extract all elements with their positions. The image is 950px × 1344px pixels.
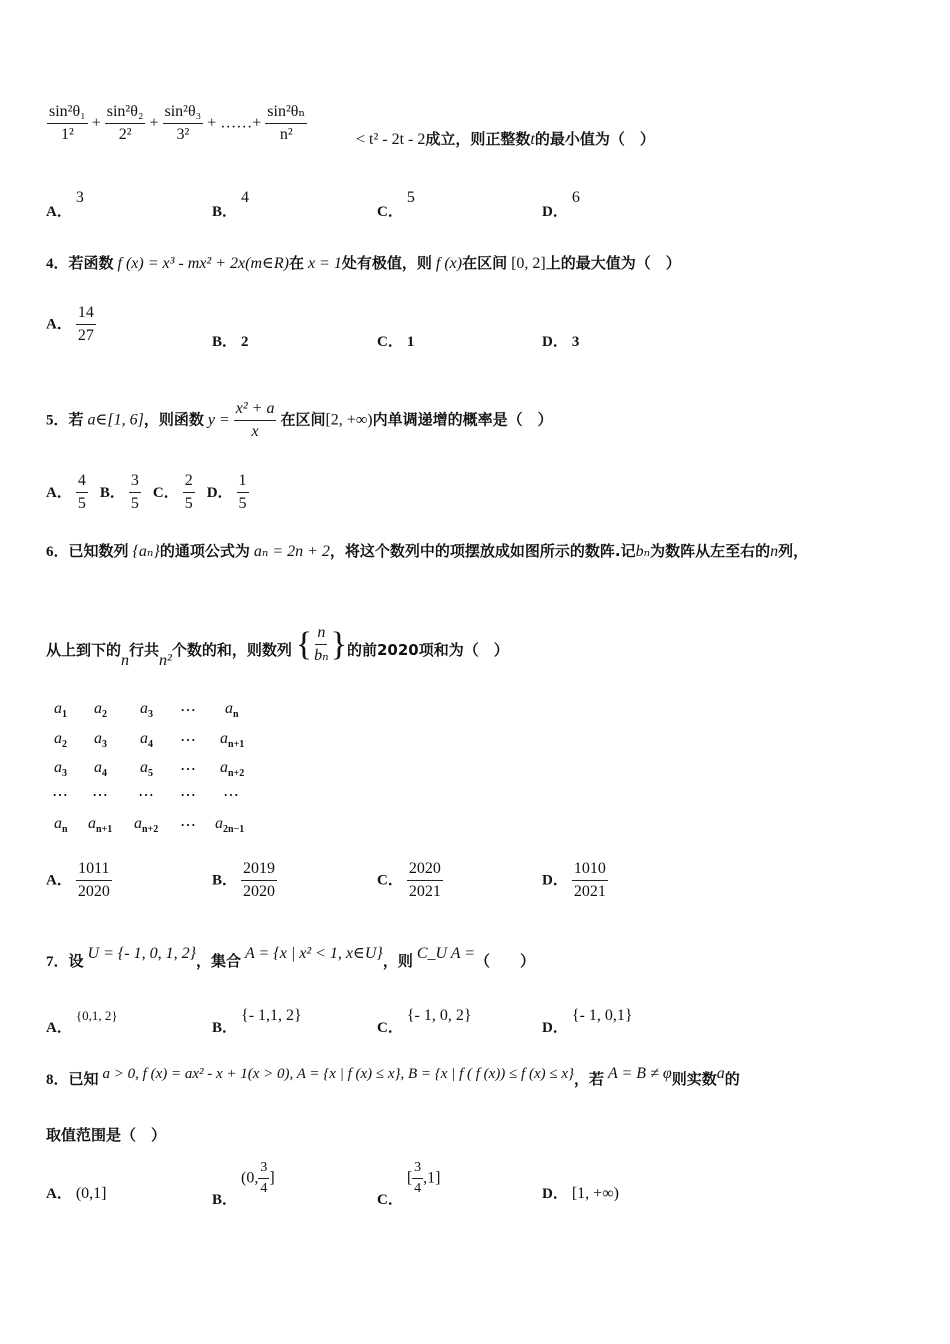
q6-ratio-sequence: { $\frac{n}{\text{bₙ}}$ } [295, 624, 347, 665]
q5-function-fraction: $\frac{\text{x² + a}}{x}$ [235, 400, 275, 441]
matrix-cell: $a_n$ [54, 815, 68, 836]
q5-option-d[interactable]: D． $\frac{1}{5}$ [206, 472, 247, 513]
matrix-cell: ⋯ [52, 787, 68, 804]
matrix-cell: ⋯ [180, 702, 196, 719]
matrix-cell: ⋯ [180, 787, 196, 804]
q8-option-a[interactable]: A． (0,1] [46, 1185, 107, 1202]
q4-fx: f (x) [435, 255, 463, 272]
matrix-cell: $a_{n+2}$ [134, 815, 159, 836]
q7-stem: 7．设 U = {- 1, 0, 1, 2}，集合 A = {x | x² < 1, x∈U}，则 C_U A =（ ） [46, 945, 536, 970]
q6-option-a[interactable]: A． $\frac{1011}{2020}$ [46, 860, 110, 901]
q6-number: 6． [46, 544, 69, 560]
q4-interval: [0, 2] [511, 255, 546, 272]
matrix-cell: $a_3$ [94, 730, 107, 751]
q3-plus-2: + [149, 114, 159, 132]
q6-sequence: {aₙ} [132, 543, 160, 560]
q3-text-after: 成立，则正整数 [425, 130, 531, 148]
matrix-cell: $a_3$ [54, 759, 67, 780]
q5-option-c[interactable]: C． $\frac{2}{5}$ [152, 472, 193, 513]
matrix-cell: ⋯ [223, 787, 239, 804]
matrix-cell: ⋯ [92, 787, 108, 804]
q7-set-a: A = {x | x² < 1, x∈U} [245, 945, 383, 962]
matrix-cell: $a_4$ [94, 759, 107, 780]
q6-option-d[interactable]: D． $\frac{1010}{2021}$ [542, 860, 606, 901]
q4-stem: 4．若函数 f (x) = x³ - mx² + 2x(m∈R)在 x = 1处有极值，则 f (x)在区间 [0, 2]上的最大值为（ ） [46, 254, 681, 272]
q6-stem-line1: 6．已知数列 {aₙ}的通项公式为 aₙ = 2n + 2，将这个数列中的项摆放成如图所示的数阵.记bₙ为数阵从左至右的n列， [46, 542, 809, 560]
q8-number: 8． [46, 1072, 69, 1088]
q6-left-brace: { [295, 625, 313, 663]
q8-option-c[interactable]: C． [ $\frac{3}{4}$ ,1] [377, 1160, 441, 1209]
q5-stem: 5．若 a∈[1, 6]，则函数 y = $\frac{\text{x² + a}}{x}$ 在区间[2, +∞)内单调递增的概率是（ ） [46, 400, 553, 441]
matrix-cell: $a_{n+2}$ [220, 759, 245, 780]
matrix-cell: $a_{n+1}$ [88, 815, 113, 836]
q8-condition: A = B ≠ φ [608, 1065, 672, 1082]
q7-option-c[interactable]: C． {- 1, 0, 2} [377, 1007, 472, 1036]
q7-universal-set: U = {- 1, 0, 1, 2} [87, 945, 197, 962]
q8-option-b[interactable]: B． (0, $\frac{3}{4}$ ] [212, 1160, 275, 1209]
q3-option-a[interactable]: A． 3 [46, 189, 84, 220]
q4-option-d[interactable]: D． 3 [542, 334, 580, 350]
q8-stem: 8．已知 a > 0, f (x) = ax² - x + 1(x > 0), A = {x | f (x) ≤ x}, B = {x | f ( f (x)) ≤ f (x) ≤ x}，若 A = B ≠ φ则实数a的 [46, 1065, 740, 1088]
q3-term-2: $\frac{\text{sin²θ₂}}{\text{2²}}$ [106, 103, 144, 144]
matrix-cell: $a_5$ [140, 759, 153, 780]
q7-option-a[interactable]: A． {0,1, 2} [46, 1008, 118, 1036]
q5-condition: a∈[1, 6] [87, 411, 144, 429]
q4-option-a[interactable]: A． $\frac{14}{27}$ [46, 304, 94, 345]
q3-option-c[interactable]: C． 5 [377, 189, 415, 220]
q3-text-end: 的最小值为（ ） [534, 130, 655, 148]
q5-options [46, 472, 249, 514]
q4-number: 4． [46, 256, 69, 272]
matrix-cell: ⋯ [180, 817, 196, 834]
q6-right-brace: } [330, 625, 347, 663]
q8-expression: a > 0, f (x) = ax² - x + 1(x > 0), A = {x | f (x) ≤ x}, B = {x | f ( f (x)) ≤ f (x) ≤ x} [102, 1066, 574, 1082]
q5-interval: [2, +∞) [325, 411, 373, 429]
q7-complement: C_U A = [416, 945, 476, 962]
q4-option-b[interactable]: B． 2 [212, 334, 249, 350]
q4-function: f (x) = x³ - mx² + 2x(m∈R) [117, 255, 289, 272]
matrix-cell: $a_2$ [54, 730, 67, 751]
q3-option-d[interactable]: D． 6 [542, 189, 580, 220]
q8-stem-line2: 取值范围是（ ） [46, 1126, 167, 1144]
q8-option-d[interactable]: D． [1, +∞) [542, 1185, 619, 1202]
q5-option-a[interactable]: A． $\frac{4}{5}$ [46, 472, 86, 513]
matrix-cell: $a_n$ [225, 700, 239, 721]
matrix-cell: ⋯ [180, 732, 196, 749]
q3-inequality: < t² - 2t - 2 [356, 131, 426, 148]
q3-dots: + ……+ [207, 114, 262, 132]
q3-term-n: $\frac{\text{sin²θₙ}}{\text{n²}}$ [267, 103, 306, 144]
matrix-cell: $a_3$ [140, 700, 153, 721]
matrix-cell: $a_1$ [54, 700, 67, 721]
q3-term-1: $\frac{\text{sin²θ₁}}{\text{1²}}$ [49, 103, 86, 144]
q3-option-b[interactable]: B． 4 [212, 189, 250, 220]
matrix-cell: ⋯ [138, 787, 154, 804]
q4-condition: x = 1 [307, 255, 342, 272]
q3-var-t: t [530, 131, 535, 148]
q7-option-b[interactable]: B． {- 1,1, 2} [212, 1007, 302, 1036]
q6-option-b[interactable]: B． $\frac{2019}{2020}$ [212, 860, 276, 901]
q3-sum-expression: $\frac{\text{sin²θ₁}}{\text{1²}}$ + $\frac{\text{sin²θ₂}}{\text{2²}}$ + $\frac{\text{sin²θ₃}}{\text{3²}}$ + ……+ $\frac{\text{sin²θₙ}}{\text{n²}}$ [49, 103, 306, 144]
q5-option-b[interactable]: B． $\frac{3}{5}$ [99, 472, 139, 513]
matrix-cell: $a_4$ [140, 730, 153, 751]
q7-option-d[interactable]: D． {- 1, 0,1} [542, 1007, 633, 1036]
q4-option-c[interactable]: C． 1 [377, 334, 415, 350]
q7-number: 7． [46, 954, 69, 970]
matrix-cell: ⋯ [180, 761, 196, 778]
q5-number: 5． [46, 412, 69, 429]
q6-option-c[interactable]: C． $\frac{2020}{2021}$ [377, 860, 441, 901]
q6-formula: aₙ = 2n + 2 [253, 543, 330, 560]
matrix-cell: $a_{n+1}$ [220, 730, 245, 751]
matrix-cell: $a_2$ [94, 700, 107, 721]
q3-inequality-line [356, 128, 655, 149]
q6-stem-line2: 从上到下的n行共n²个数的和，则数列 { $\frac{n}{\text{bₙ}}$ } 的前2020项和为（ ） [46, 624, 509, 669]
matrix-cell: $a_{2n-1}$ [215, 815, 245, 836]
q3-term-3: $\frac{\text{sin²θ₃}}{\text{3²}}$ [164, 103, 202, 144]
